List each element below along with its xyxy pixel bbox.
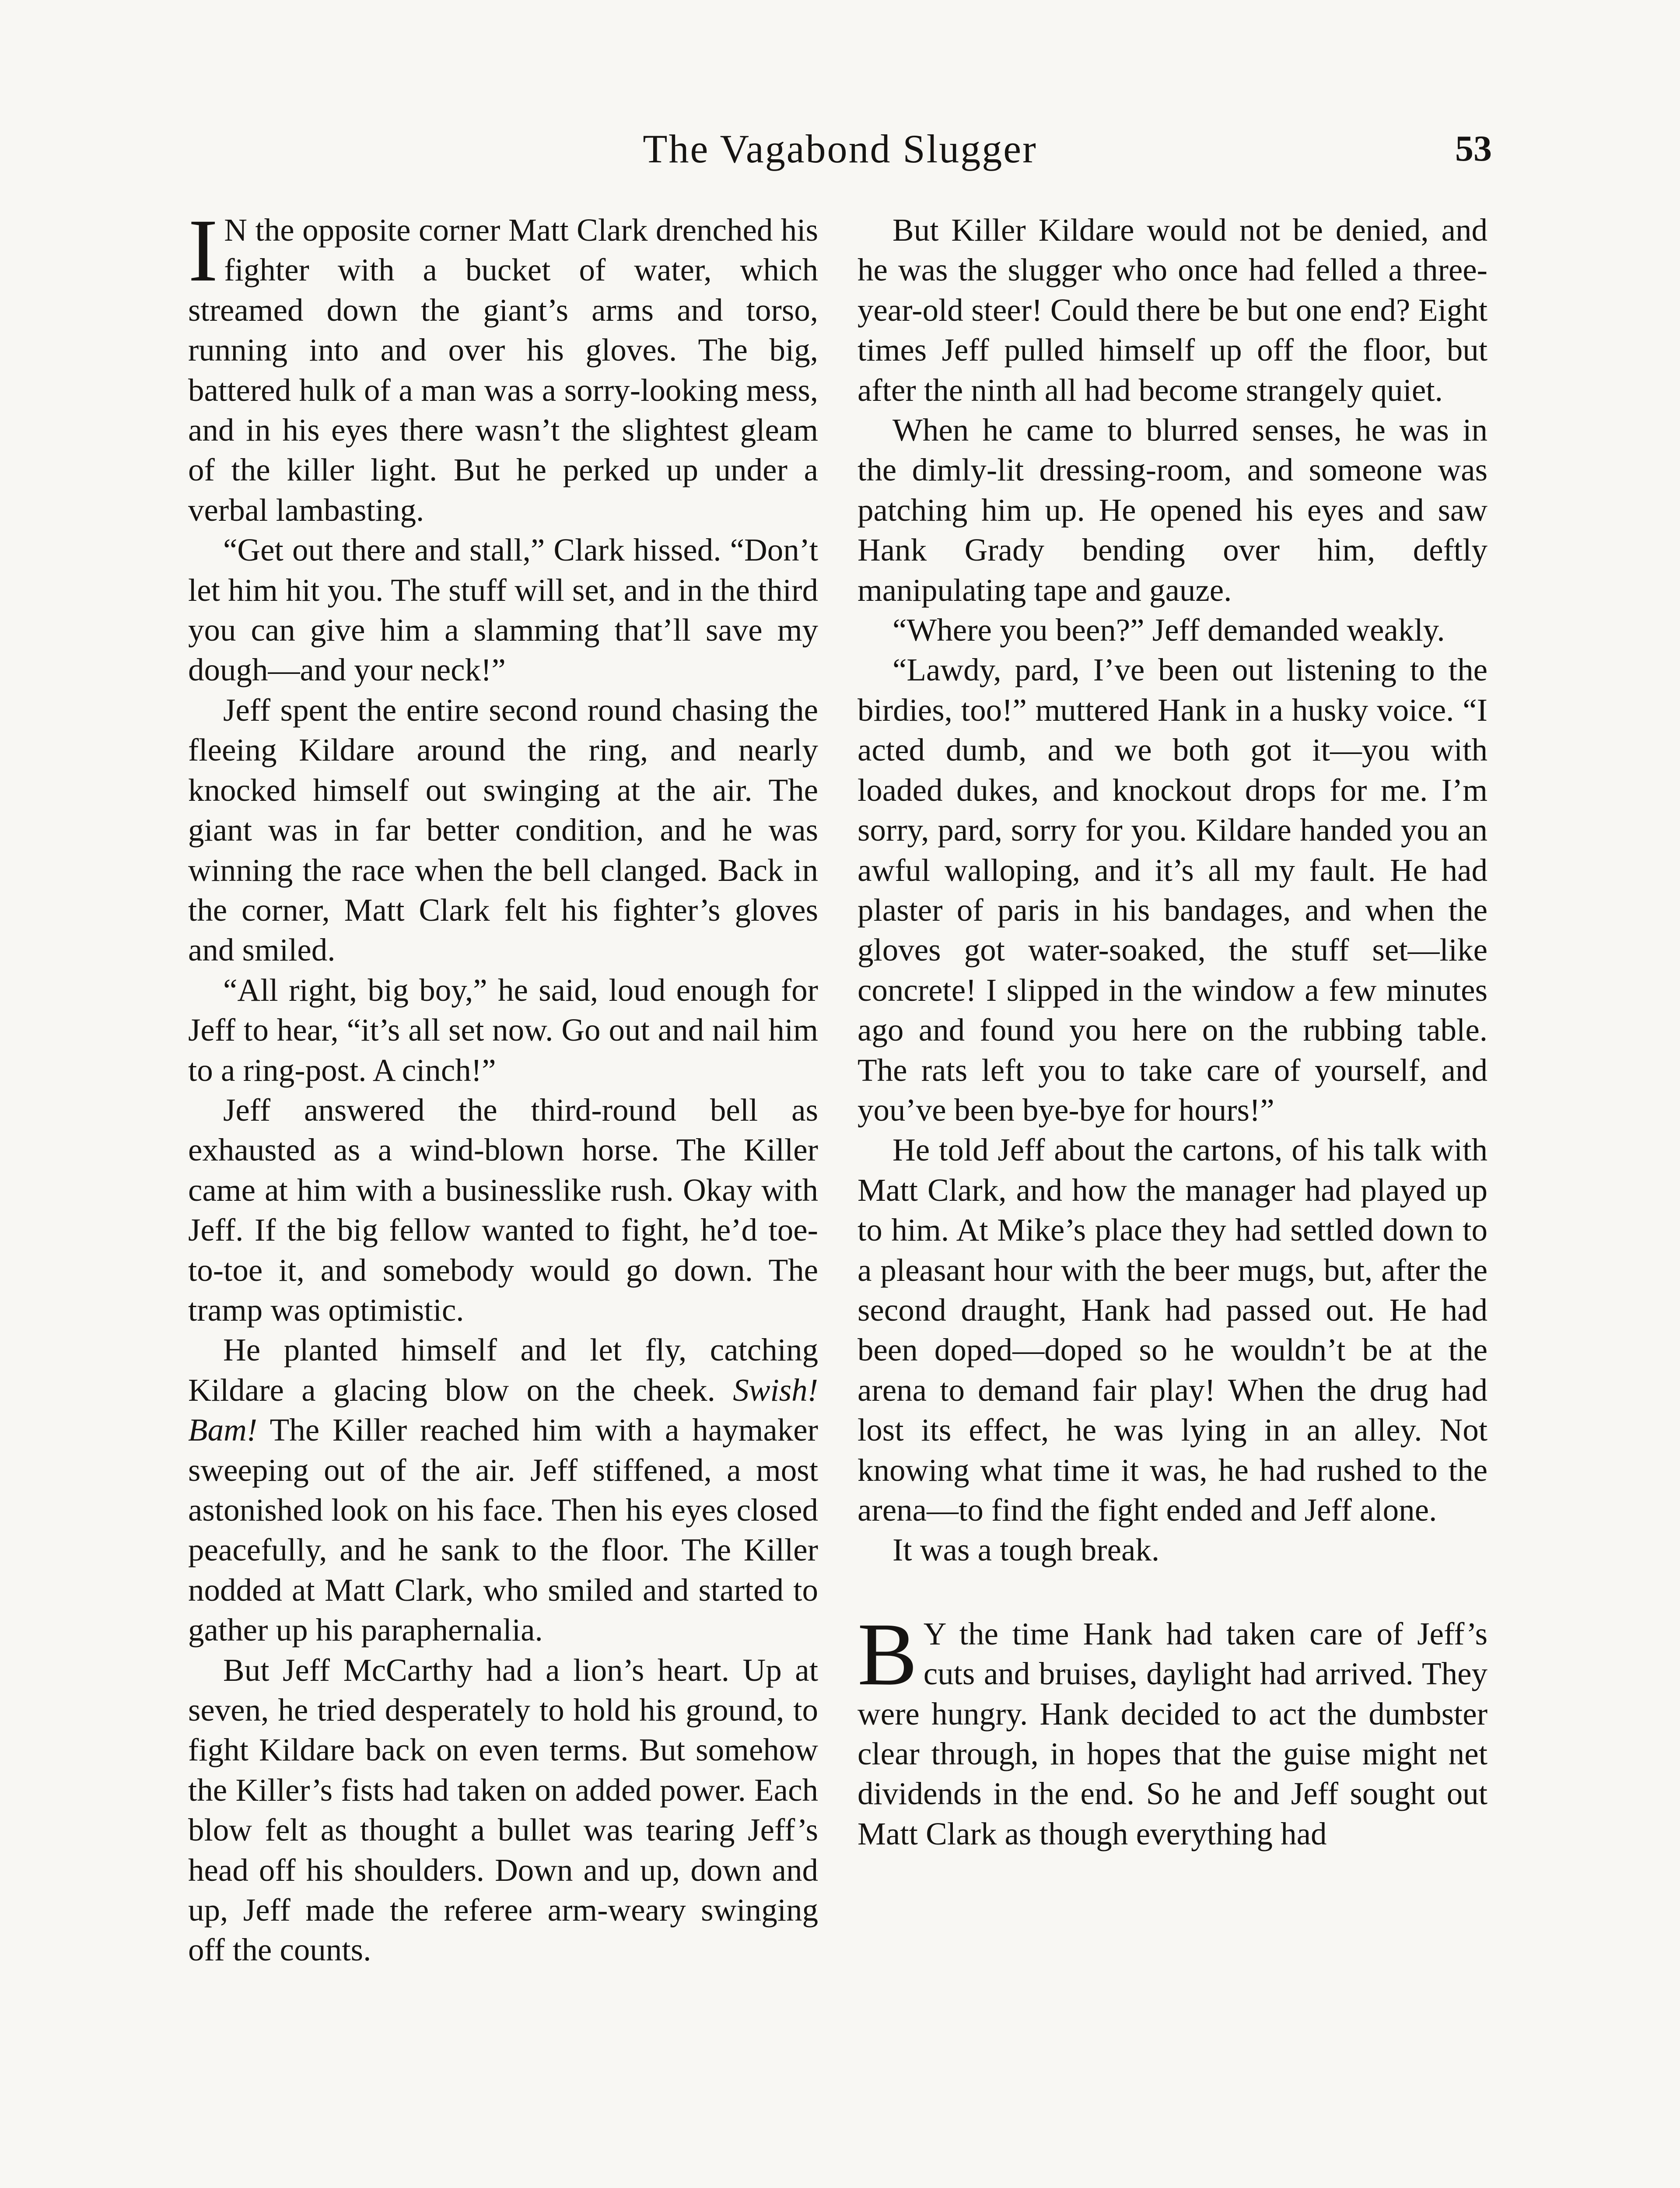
- page-number: 53: [1455, 128, 1492, 169]
- section-break: [858, 1570, 1488, 1614]
- paragraph-text: The Killer reached him with a haymaker sweeping out of the air. Jeff stiffened, a most astonished look on his face. Then his eyes closed peacefully, and he sank to the floor. The Killer nodded at Matt Clark, who smiled and started to gather up his paraphernalia.: [188, 1412, 818, 1648]
- left-column: [188, 201, 818, 1970]
- paragraph: Jeff spent the entire second round chasing the fleeing Kildare around the ring, and nearly knocked himself out swinging at the air. The giant was in far better condition, and he was winning the race when the bell clanged. Back in the corner, Matt Clark felt his fighter’s gloves and smiled.: [188, 692, 818, 968]
- paragraph: [858, 1604, 1488, 1854]
- drop-cap: I: [188, 201, 218, 300]
- running-title: The Vagabond Slugger: [643, 126, 1037, 171]
- paragraph: It was a tough break.: [892, 1532, 1160, 1568]
- paragraph: [188, 201, 818, 530]
- paragraph: “Get out there and stall,” Clark hissed. “Don’t let him hit you. The stuff will set, and in the third you can give him a slamming that’ll save my dough—and your neck!”: [188, 532, 818, 688]
- paragraph: [188, 1330, 818, 1650]
- paragraph: He told Jeff about the cartons, of his talk with Matt Clark, and how the manager had played up to him. At Mike’s place they had settled down to a pleasant hour with the beer mugs, but, after the second draught, Hank had passed out. He had been doped—doped so he wouldn’t be at the arena to demand fair play! When the drug had lost its effect, he was lying in an alley. Not knowing what time it was, he had rushed to the arena—to find the fight ended and Jeff alone.: [858, 1132, 1488, 1528]
- paragraph: “Where you been?” Jeff demanded weakly.: [892, 612, 1445, 648]
- italic-exclamation: Swish! Bam!: [188, 1372, 818, 1448]
- paragraph: When he came to blurred senses, he was in the dimly-lit dressing-room, and someone was patching him up. He opened his eyes and saw Hank Grady bending over him, deftly manipulating tape and gauze.: [858, 412, 1488, 608]
- paragraph: “Lawdy, pard, I’ve been out listening to the birdies, too!” muttered Hank in a husky voice. “I acted dumb, and we both got it—you with loaded dukes, and knockout drops for me. I’m sorry, pard, sorry for you. Kildare handed you an awful walloping, and it’s all my fault. He had plaster of paris in his bandages, and when the gloves got water-soaked, the stuff set—like concrete! I slipped in the window a few minutes ago and found you here on the rubbing table. The rats left you to take care of yourself, and you’ve been bye-bye for hours!”: [858, 652, 1488, 1128]
- drop-cap: B: [858, 1604, 917, 1704]
- right-column: [858, 210, 1488, 1854]
- paragraph-text: Y the time Hank had taken care of Jeff’s cuts and bruises, daylight had arrived. They were hungry. Hank decided to act the dumbster clear through, in hopes that the guise might net dividends in the end. So he and Jeff sought out Matt Clark as though everything had: [858, 1616, 1488, 1851]
- page-header: [188, 118, 1492, 179]
- paragraph-text: He planted himself and let fly, catching Kildare a glacing blow on the cheek.: [188, 1332, 818, 1408]
- paragraph: But Killer Kildare would not be denied, and he was the slugger who once had felled a three-year-old steer! Could there be but one end? Eight times Jeff pulled himself up off the floor, but after the ninth all had become strangely quiet.: [858, 212, 1488, 408]
- paragraph: Jeff answered the third-round bell as exhausted as a wind-blown horse. The Killer came at him with a businesslike rush. Okay with Jeff. If the big fellow wanted to fight, he’d toe-to-toe it, and somebody would go down. The tramp was optimistic.: [188, 1092, 818, 1328]
- paragraph: But Jeff McCarthy had a lion’s heart. Up at seven, he tried desperately to hold his ground, to fight Kildare back on even terms. But somehow the Killer’s fists had taken on added power. Each blow felt as thought a bullet was tearing Jeff’s head off his shoulders. Down and up, down and up, Jeff made the referee arm-weary swinging off the counts.: [188, 1652, 818, 1968]
- paragraph: “All right, big boy,” he said, loud enough for Jeff to hear, “it’s all set now. Go out and nail him to a ring-post. A cinch!”: [188, 972, 818, 1088]
- paragraph-text: N the opposite corner Matt Clark drenched his fighter with a bucket of water, which streamed down the giant’s arms and torso, running into and over his gloves. The big, battered hulk of a man was a sorry-looking mess, and in his eyes there wasn’t the slightest gleam of the killer light. But he perked up under a verbal lambasting.: [188, 212, 818, 528]
